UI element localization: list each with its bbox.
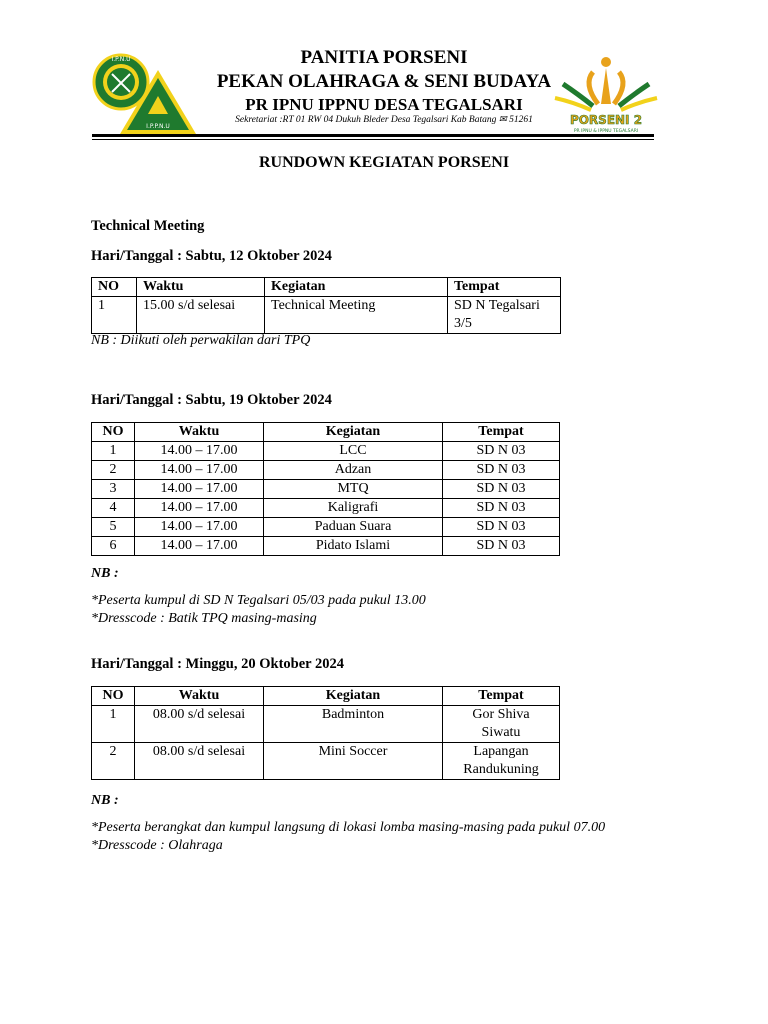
table-cell: 2 bbox=[92, 461, 135, 480]
table-cell: Paduan Suara bbox=[264, 518, 443, 537]
section3-date: Hari/Tanggal : Minggu, 20 Oktober 2024 bbox=[91, 656, 344, 672]
table-cell: 14.00 – 17.00 bbox=[135, 480, 264, 499]
table-cell: SD N 03 bbox=[443, 499, 560, 518]
table-cell: 08.00 s/d selesai bbox=[135, 743, 264, 780]
section1-note: NB : Diikuti oleh perwakilan dari TPQ bbox=[91, 333, 311, 348]
table-cell: Technical Meeting bbox=[265, 297, 448, 334]
table-row bbox=[92, 706, 560, 743]
table-header-cell: Tempat bbox=[443, 687, 560, 706]
table-row bbox=[92, 461, 560, 480]
table-cell bbox=[443, 743, 560, 780]
table-header-cell: Kegiatan bbox=[264, 687, 443, 706]
table-header-cell: NO bbox=[92, 423, 135, 442]
table-header-cell: Tempat bbox=[448, 278, 561, 297]
table-cell: Mini Soccer bbox=[264, 743, 443, 780]
section3-table bbox=[91, 686, 560, 780]
table-row bbox=[92, 499, 560, 518]
table-cell: 1 bbox=[92, 706, 135, 743]
table-header-cell: Kegiatan bbox=[265, 278, 448, 297]
table-cell: 1 bbox=[92, 442, 135, 461]
table-cell bbox=[443, 706, 560, 743]
table-cell: 4 bbox=[92, 499, 135, 518]
table-cell: SD N 03 bbox=[443, 480, 560, 499]
table-header-cell: Kegiatan bbox=[264, 423, 443, 442]
section1-table bbox=[91, 277, 561, 334]
table-row bbox=[92, 518, 560, 537]
logo-right-subtext: PR IPNU & IPPNU TEGALSARI bbox=[573, 129, 639, 134]
header-subtitle: PEKAN OLAHRAGA & SENI BUDAYA bbox=[216, 71, 552, 92]
table-header-row bbox=[92, 687, 560, 706]
header-org: PR IPNU IPPNU DESA TEGALSARI bbox=[245, 95, 523, 114]
table-cell: SD N 03 bbox=[443, 442, 560, 461]
table-cell: 14.00 – 17.00 bbox=[135, 518, 264, 537]
table-header-cell: NO bbox=[92, 278, 137, 297]
table-row bbox=[92, 537, 560, 556]
cell-line: Lapangan bbox=[473, 744, 529, 759]
cell-line: Siwatu bbox=[481, 725, 521, 740]
cell-line: Randukuning bbox=[463, 762, 539, 777]
table-cell: 14.00 – 17.00 bbox=[135, 499, 264, 518]
table-cell: 5 bbox=[92, 518, 135, 537]
section2-note-2: *Dresscode : Batik TPQ masing-masing bbox=[91, 611, 317, 626]
table-cell: Badminton bbox=[264, 706, 443, 743]
table-cell: 14.00 – 17.00 bbox=[135, 537, 264, 556]
logo-left-text-2: I.P.P.N.U bbox=[146, 123, 170, 130]
table-header-cell: Tempat bbox=[443, 423, 560, 442]
table-cell: Pidato Islami bbox=[264, 537, 443, 556]
table-header-cell: Waktu bbox=[135, 687, 264, 706]
table-cell: 2 bbox=[92, 743, 135, 780]
header-rule-thick bbox=[92, 134, 654, 137]
section1-heading: Technical Meeting bbox=[91, 218, 205, 234]
table-cell: Kaligrafi bbox=[264, 499, 443, 518]
table-cell: Adzan bbox=[264, 461, 443, 480]
table-cell: 08.00 s/d selesai bbox=[135, 706, 264, 743]
section2-date: Hari/Tanggal : Sabtu, 19 Oktober 2024 bbox=[91, 392, 332, 408]
table-cell: SD N 03 bbox=[443, 461, 560, 480]
document-title: RUNDOWN KEGIATAN PORSENI bbox=[258, 154, 510, 171]
section2-note-1: *Peserta kumpul di SD N Tegalsari 05/03 pada pukul 13.00 bbox=[91, 593, 426, 608]
section3-nb-label: NB : bbox=[91, 793, 119, 808]
logo-right-text: PORSENI 2 bbox=[569, 113, 643, 127]
table-row bbox=[92, 442, 560, 461]
ipnu-ippnu-logo bbox=[92, 50, 204, 138]
table-header-cell: NO bbox=[92, 687, 135, 706]
table-row bbox=[92, 743, 560, 780]
table-header-cell: Waktu bbox=[137, 278, 265, 297]
logo-left-text-1: I.P.N.U bbox=[111, 56, 131, 63]
cell-line: Gor Shiva bbox=[472, 707, 530, 722]
table-cell: SD N 03 bbox=[443, 518, 560, 537]
table-cell: MTQ bbox=[264, 480, 443, 499]
table-header-row bbox=[92, 278, 561, 297]
section2-nb-label: NB : bbox=[91, 566, 119, 581]
table-cell: 15.00 s/d selesai bbox=[137, 297, 265, 334]
table-cell: 14.00 – 17.00 bbox=[135, 461, 264, 480]
porseni-logo bbox=[553, 54, 659, 134]
section3-note-1: *Peserta berangkat dan kumpul langsung di lokasi lomba masing-masing pada pukul 07.00 bbox=[91, 820, 606, 835]
table-cell: 6 bbox=[92, 537, 135, 556]
header-title: PANITIA PORSENI bbox=[300, 47, 468, 68]
table-row bbox=[92, 297, 561, 334]
section1-date: Hari/Tanggal : Sabtu, 12 Oktober 2024 bbox=[91, 248, 332, 264]
table-cell: 14.00 – 17.00 bbox=[135, 442, 264, 461]
table-cell bbox=[448, 297, 561, 334]
section3-note-2: *Dresscode : Olahraga bbox=[91, 838, 223, 853]
table-cell: 1 bbox=[92, 297, 137, 334]
cell-line: 3/5 bbox=[454, 316, 472, 331]
header-rule-thin bbox=[92, 139, 654, 140]
table-cell: LCC bbox=[264, 442, 443, 461]
table-header-cell: Waktu bbox=[135, 423, 264, 442]
section2-table bbox=[91, 422, 560, 556]
table-row bbox=[92, 480, 560, 499]
table-cell: 3 bbox=[92, 480, 135, 499]
table-header-row bbox=[92, 423, 560, 442]
table-cell: SD N 03 bbox=[443, 537, 560, 556]
cell-line: SD N Tegalsari bbox=[454, 298, 540, 313]
header-address: Sekretariat :RT 01 RW 04 Dukuh Bleder Desa Tegalsari Kab Batang ✉ 51261 bbox=[235, 115, 533, 125]
